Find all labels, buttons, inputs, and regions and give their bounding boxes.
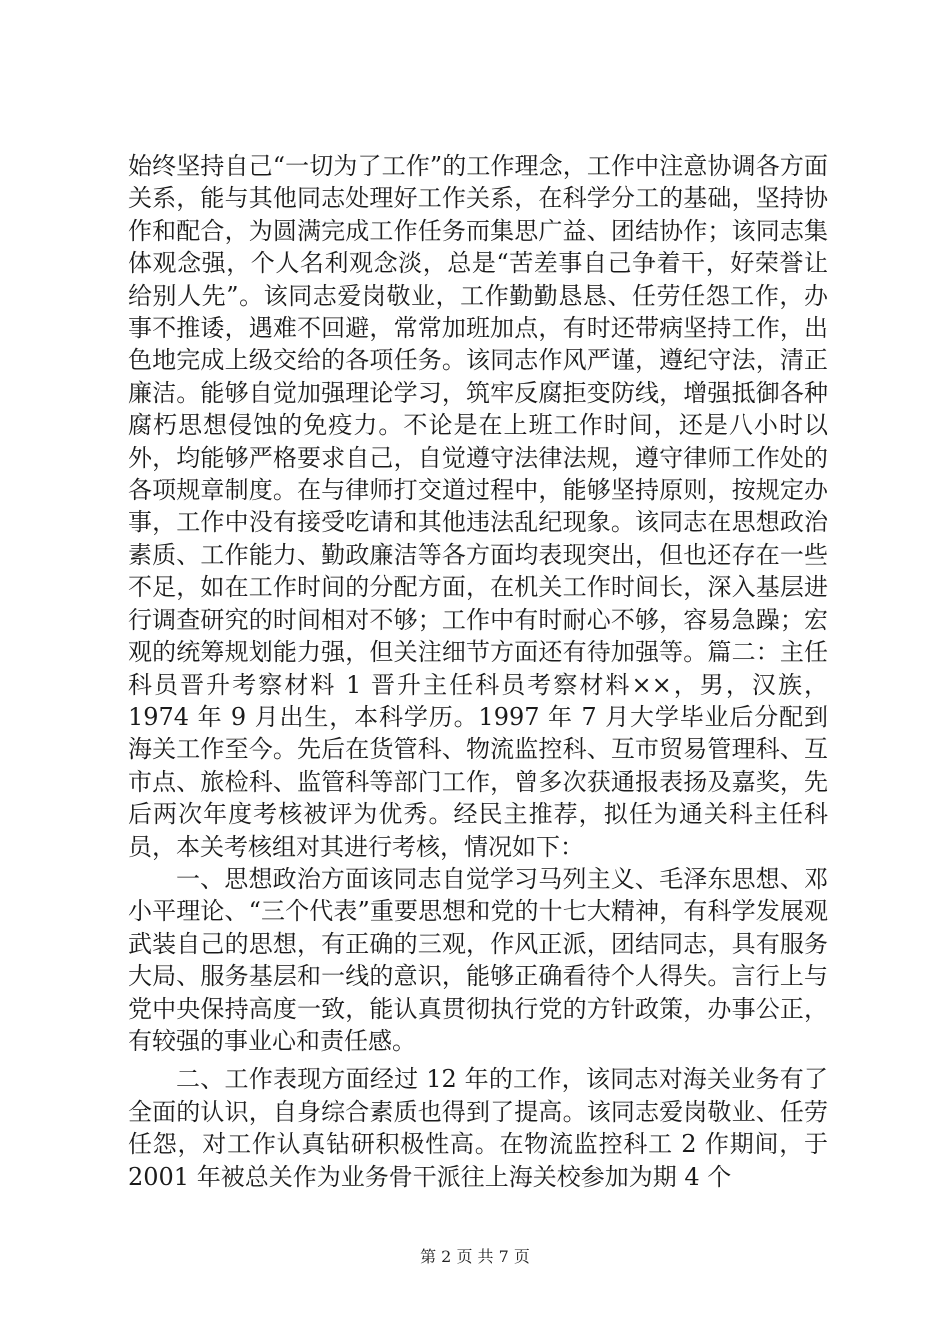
paragraph-2: 一、思想政治方面该同志自觉学习马列主义、毛泽东思想、邓小平理论、“三个代表”重要思想和党的十七大精神，有科学发展观武装自己的思想，有正确的三观，作风正派，团结同志，具有服务大局、服务基层和一线的意识，能够正确看待个人得失。言行上与党中央保持高度一致，能认真贯彻执行党的方针政策，办事公正，有较强的事业心和责任感。: [128, 864, 828, 1055]
document-body: [128, 150, 828, 1193]
page-footer: 第 2 页 共 7 页: [420, 1247, 530, 1266]
paragraph-3: 二、工作表现方面经过 12 年的工作，该同志对海关业务有了全面的认识，自身综合素质也得到了提高。该同志爱岗敬业、任劳任怨，对工作认真钻研积极性高。在物流监控科工 2 作期间，于 2001 年被总关作为业务骨干派往上海关校参加为期 4 个: [128, 1065, 828, 1191]
paragraph-1: 始终坚持自己“一切为了工作”的工作理念，工作中注意协调各方面关系，能与其他同志处理好工作关系，在科学分工的基础，坚持协作和配合，为圆满完成工作任务而集思广益、团结协作；该同志集体观念强，个人名利观念淡，总是“苦差事自己争着干，好荣誉让给别人先”。该同志爱岗敬业，工作勤勤恳恳、任劳任怨工作，办事不推诿，遇难不回避，常常加班加点，有时还带病坚持工作，出色地完成上级交给的各项任务。该同志作风严谨，遵纪守法，清正廉洁。能够自觉加强理论学习，筑牢反腐拒变防线，增强抵御各种腐朽思想侵蚀的免疫力。不论是在上班工作时间，还是八小时以外，均能够严格要求自己，自觉遵守法律法规，遵守律师工作处的各项规章制度。在与律师打交道过程中，能够坚持原则，按规定办事，工作中没有接受吃请和其他违法乱纪现象。该同志在思想政治素质、工作能力、勤政廉洁等各方面均表现突出，但也还存在一些不足，如在工作时间的分配方面，在机关工作时间长，深入基层进行调查研究的时间相对不够；工作中有时耐心不够，容易急躁；宏观的统筹规划能力强，但关注细节方面还有待加强等。篇二：主任科员晋升考察材料 1 晋升主任科员考察材料××，男，汉族，1974 年 9 月出生，本科学历。1997 年 7 月大学毕业后分配到海关工作至今。先后在货管科、物流监控科、互市贸易管理科、互市点、旅检科、监管科等部门工作，曾多次获通报表扬及嘉奖，先后两次年度考核被评为优秀。经民主推荐，拟任为通关科主任科员，本关考核组对其进行考核，情况如下：: [128, 152, 828, 861]
